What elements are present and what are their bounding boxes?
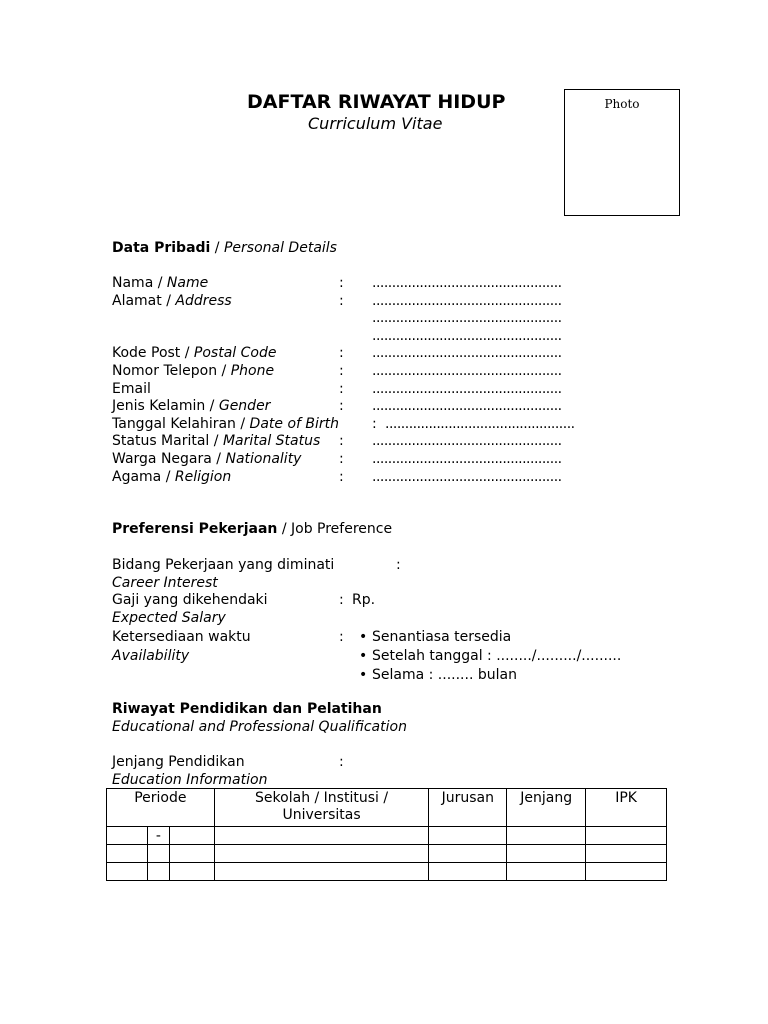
personal-field-label xyxy=(112,362,274,380)
education-heading-en: Educational and Professional Qualification xyxy=(112,719,407,735)
field-value-blank[interactable]: ................................................ xyxy=(372,275,562,291)
field-label-id: Nama xyxy=(112,275,154,291)
availability-bullet: • xyxy=(359,629,368,645)
availability-bullet: • xyxy=(359,648,368,664)
table-row xyxy=(107,845,667,863)
field-label-id: Alamat xyxy=(112,293,162,309)
personal-heading-sep: / xyxy=(210,240,224,256)
table-row xyxy=(107,827,667,845)
document-title: DAFTAR RIWAYAT HIDUP xyxy=(247,91,506,113)
field-label-id: Warga Negara xyxy=(112,451,212,467)
field-value-blank[interactable]: ................................................ xyxy=(372,293,562,309)
salary-colon: : xyxy=(339,592,344,608)
table-cell[interactable] xyxy=(147,863,169,881)
field-label-sep: / xyxy=(153,275,167,291)
field-colon: : xyxy=(339,345,344,361)
availability-en: Availability xyxy=(112,648,190,664)
education-table xyxy=(106,788,667,881)
personal-field-label xyxy=(112,344,276,362)
availability-label: Ketersediaan waktu xyxy=(112,629,251,645)
field-label-sep: / xyxy=(205,398,219,414)
field-colon: : xyxy=(372,416,377,432)
field-value-blank[interactable]: ................................................ xyxy=(372,345,562,361)
table-cell[interactable] xyxy=(429,845,507,863)
personal-field-label xyxy=(112,380,151,398)
availability-colon: : xyxy=(339,629,344,645)
personal-section-heading xyxy=(112,239,337,257)
personal-field-label xyxy=(112,450,301,468)
column-header-jenjang: Jenjang xyxy=(507,789,586,827)
education-level-label: Jenjang Pendidikan xyxy=(112,754,245,770)
photo-label: Photo xyxy=(604,97,640,111)
field-value-blank[interactable]: ................................................ xyxy=(372,469,562,485)
table-cell[interactable] xyxy=(214,845,429,863)
field-label-id: Agama xyxy=(112,469,162,485)
table-cell[interactable] xyxy=(107,863,148,881)
salary-en: Expected Salary xyxy=(112,610,226,626)
table-cell[interactable] xyxy=(214,863,429,881)
field-label-en: Postal Code xyxy=(193,345,277,361)
personal-field-label xyxy=(112,468,231,486)
table-cell[interactable] xyxy=(169,863,214,881)
career-interest-label: Bidang Pekerjaan yang diminati xyxy=(112,557,335,573)
field-value-blank[interactable]: ................................................ xyxy=(372,451,562,467)
personal-field-label xyxy=(112,274,208,292)
availability-option: Setelah tanggal : ......../........./......... xyxy=(372,648,622,664)
field-value-blank[interactable]: ................................................ xyxy=(372,363,562,379)
table-cell[interactable] xyxy=(507,845,586,863)
field-label-sep: / xyxy=(209,433,223,449)
education-level-colon: : xyxy=(339,754,344,770)
personal-heading-id: Data Pribadi xyxy=(112,240,211,256)
availability-option: Senantiasa tersedia xyxy=(372,629,512,645)
field-label-en: Phone xyxy=(230,363,275,379)
table-row xyxy=(107,863,667,881)
availability-bullet: • xyxy=(359,667,368,683)
field-value-blank[interactable]: ................................................ xyxy=(372,310,562,326)
job-heading-en: Job Preference xyxy=(291,521,393,537)
education-table-header xyxy=(107,789,667,827)
job-heading-id: Preferensi Pekerjaan xyxy=(112,521,278,537)
table-cell[interactable] xyxy=(169,845,214,863)
field-value-blank[interactable]: ................................................ xyxy=(372,433,562,449)
field-label-sep: / xyxy=(180,345,194,361)
personal-field-label xyxy=(112,292,232,310)
salary-label: Gaji yang dikehendaki xyxy=(112,592,268,608)
table-cell[interactable] xyxy=(107,827,148,845)
field-label-en: Name xyxy=(166,275,209,291)
field-colon: : xyxy=(339,363,344,379)
field-colon: : xyxy=(339,275,344,291)
field-label-sep: / xyxy=(161,469,175,485)
document-subtitle: Curriculum Vitae xyxy=(308,114,443,133)
table-cell[interactable] xyxy=(147,845,169,863)
field-colon: : xyxy=(339,433,344,449)
field-value-blank[interactable]: ................................................ xyxy=(372,381,562,397)
personal-heading-en: Personal Details xyxy=(223,240,337,256)
column-header-jurusan: Jurusan xyxy=(429,789,507,827)
field-colon: : xyxy=(339,293,344,309)
field-value-blank[interactable]: ................................................ xyxy=(372,398,562,414)
field-label-en: Gender xyxy=(218,398,271,414)
salary-value: Rp. xyxy=(352,592,376,608)
field-label-en: Marital Status xyxy=(222,433,321,449)
field-label-id: Status Marital xyxy=(112,433,210,449)
field-label-en: Address xyxy=(175,293,232,309)
field-label-sep: / xyxy=(211,451,226,467)
field-label-sep: / xyxy=(217,363,231,379)
table-cell[interactable] xyxy=(429,863,507,881)
photo-box xyxy=(564,89,680,216)
personal-field-label xyxy=(112,432,320,450)
education-level-en: Education Information xyxy=(112,772,268,788)
job-section-heading xyxy=(112,520,392,538)
field-label-en: Religion xyxy=(174,469,232,485)
column-header-ipk: IPK xyxy=(586,789,667,827)
field-value-blank[interactable]: ................................................ xyxy=(385,416,575,432)
field-label-en: Nationality xyxy=(225,451,302,467)
career-interest-colon: : xyxy=(396,557,401,573)
job-heading-sep: / xyxy=(277,521,291,537)
column-header-sekolah: Sekolah / Institusi / Universitas xyxy=(214,789,429,827)
field-colon: : xyxy=(339,469,344,485)
period-dash: - xyxy=(147,827,169,845)
table-cell[interactable] xyxy=(586,863,667,881)
field-label-id: Nomor Telepon xyxy=(112,363,218,379)
field-colon: : xyxy=(339,451,344,467)
field-label-sep: / xyxy=(235,416,250,432)
field-label-id: Email xyxy=(112,381,151,397)
field-label-en: Date of Birth xyxy=(249,416,340,432)
personal-field-label xyxy=(112,397,270,415)
field-label-id: Kode Post xyxy=(112,345,181,361)
table-cell[interactable] xyxy=(107,845,148,863)
table-cell[interactable] xyxy=(214,827,429,845)
field-colon: : xyxy=(339,381,344,397)
field-label-id: Tanggal Kelahiran xyxy=(112,416,236,432)
career-interest-en: Career Interest xyxy=(112,575,218,591)
table-cell[interactable] xyxy=(586,827,667,845)
availability-option: Selama : ........ bulan xyxy=(372,667,517,683)
field-label-id: Jenis Kelamin xyxy=(112,398,206,414)
table-cell[interactable] xyxy=(586,845,667,863)
column-header-periode: Periode xyxy=(107,789,215,827)
field-value-blank[interactable]: ................................................ xyxy=(372,328,562,344)
field-colon: : xyxy=(339,398,344,414)
table-cell[interactable] xyxy=(507,827,586,845)
field-label-sep: / xyxy=(161,293,176,309)
education-heading: Riwayat Pendidikan dan Pelatihan xyxy=(112,701,382,717)
table-cell[interactable] xyxy=(507,863,586,881)
personal-field-label xyxy=(112,415,339,433)
table-cell[interactable] xyxy=(429,827,507,845)
table-cell[interactable] xyxy=(169,827,214,845)
